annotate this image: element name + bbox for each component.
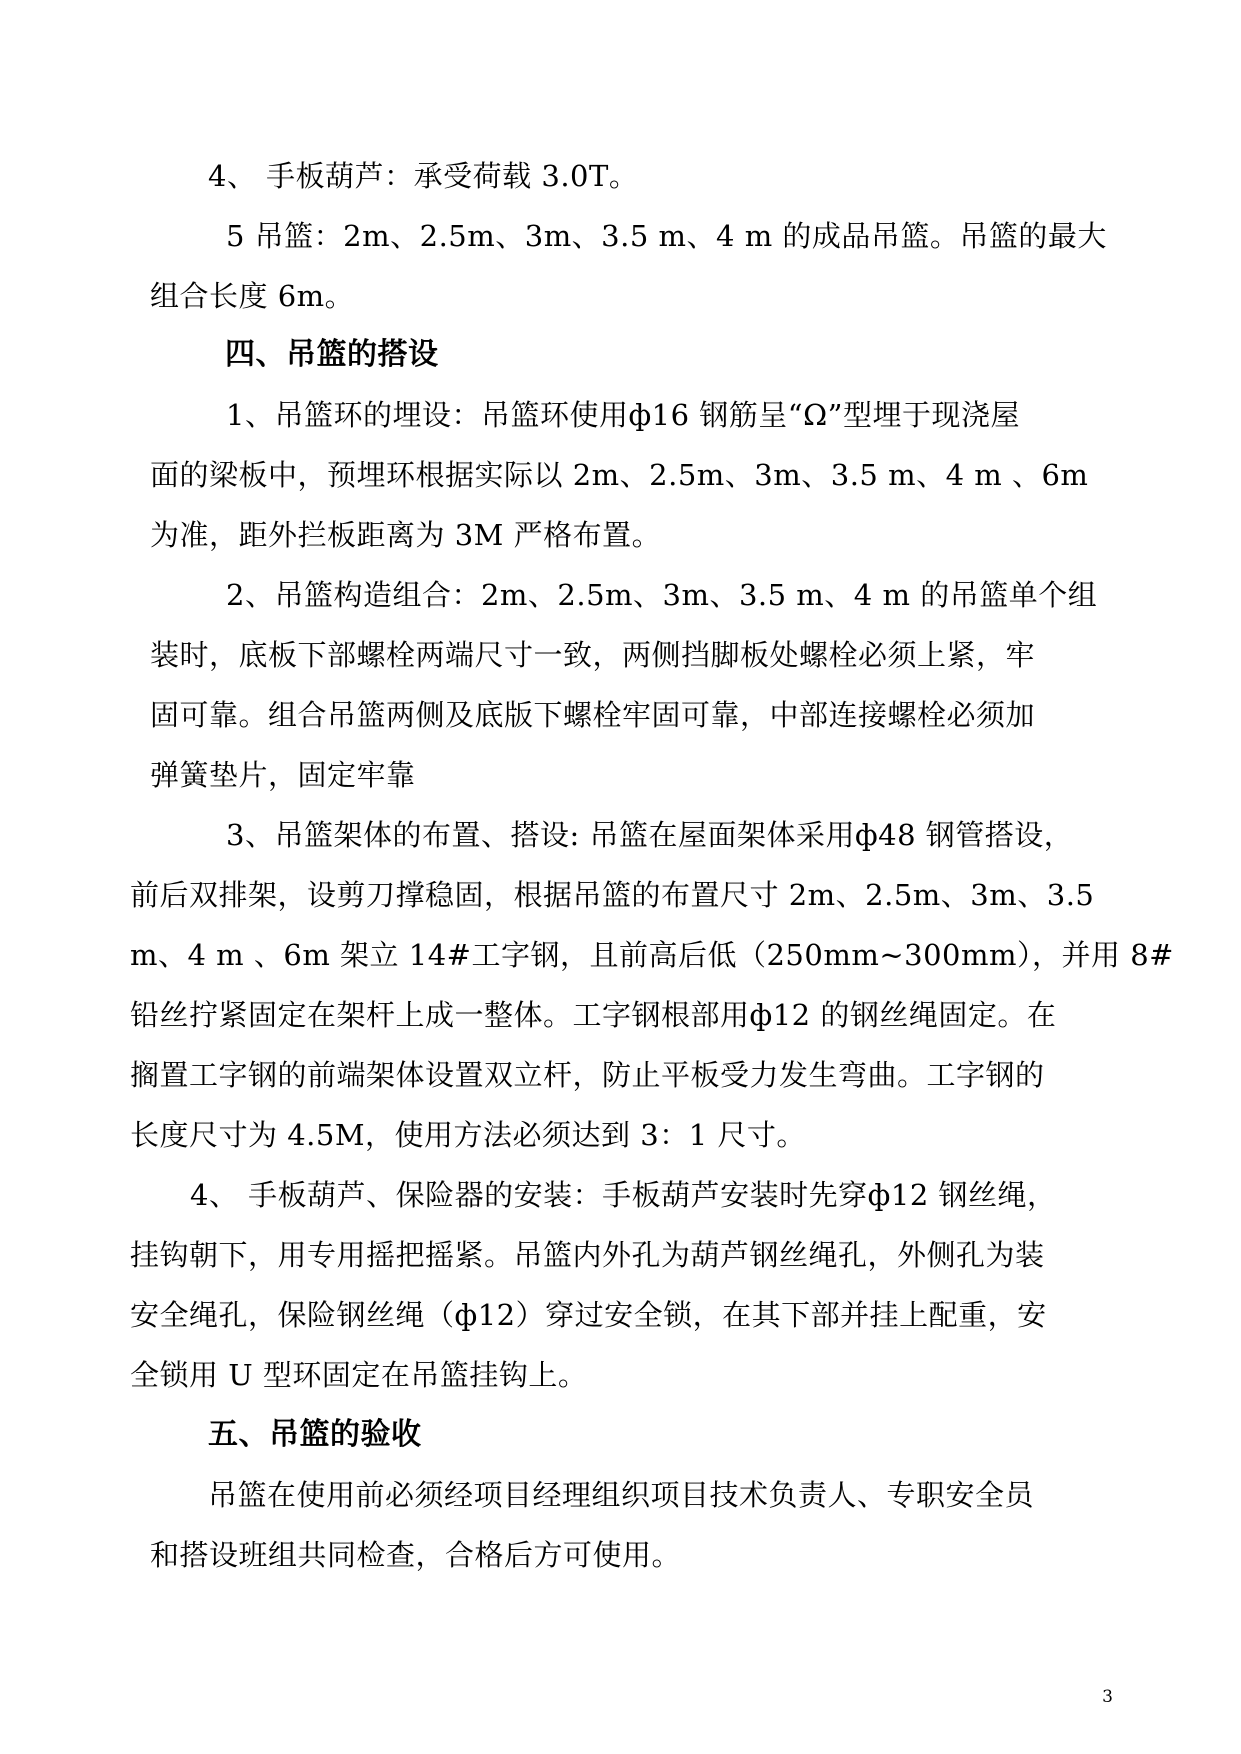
text-line-15: 铅丝拧紧固定在架杆上成一整体。工字钢根部用ф12 的钢丝绳固定。在	[130, 998, 1057, 1032]
text-line-19: 挂钩朝下，用专用摇把摇紧。吊篮内外孔为葫芦钢丝绳孔，外侧孔为装	[130, 1238, 1045, 1272]
page-number: 3	[1102, 1687, 1113, 1707]
text-line-21: 全锁用 U 型环固定在吊篮挂钩上。	[130, 1358, 588, 1392]
text-line-9: 装时，底板下部螺栓两端尺寸一致，两侧挡脚板处螺栓必须上紧，牢	[150, 638, 1036, 672]
text-line-14: m、4 m 、6m 架立 14#工字钢，且前高后低（250mm~300mm），并用 8#	[130, 938, 1174, 972]
text-line-6: 面的梁板中，预埋环根据实际以 2m、2.5m、3m、3.5 m、4 m 、6m	[150, 458, 1089, 492]
text-line-5: 1、吊篮环的埋设：吊篮环使用ф16 钢筋呈“Ω”型埋于现浇屋	[226, 398, 1020, 432]
text-line-18: 4、 手板葫芦、保险器的安装：手板葫芦安装时先穿ф12 钢丝绳，	[190, 1178, 1057, 1212]
text-line-8: 2、吊篮构造组合：2m、2.5m、3m、3.5 m、4 m 的吊篮单个组	[226, 578, 1098, 612]
text-line-20: 安全绳孔，保险钢丝绳（ф12）穿过安全锁，在其下部并挂上配重，安	[130, 1298, 1047, 1332]
section-heading-5: 五、吊篮的验收	[208, 1417, 422, 1452]
text-line-11: 弹簧垫片，固定牢靠	[150, 758, 416, 792]
text-line-12: 3、吊篮架体的布置、搭设: 吊篮在屋面架体采用ф48 钢管搭设，	[226, 818, 1074, 852]
text-line-10: 固可靠。组合吊篮两侧及底版下螺栓牢固可靠，中部连接螺栓必须加	[150, 698, 1036, 732]
text-line-3: 组合长度 6m。	[150, 279, 355, 313]
section-heading-4: 四、吊篮的搭设	[225, 337, 439, 372]
text-line-13: 前后双排架，设剪刀撑稳固，根据吊篮的布置尺寸 2m、2.5m、3m、3.5	[130, 878, 1095, 912]
text-line-16: 搁置工字钢的前端架体设置双立杆，防止平板受力发生弯曲。工字钢的	[130, 1058, 1045, 1092]
text-line-17: 长度尺寸为 4.5M，使用方法必须达到 3：1 尺寸。	[130, 1118, 806, 1152]
text-line-7: 为准，距外拦板距离为 3M 严格布置。	[150, 518, 662, 552]
text-line-2: 5 吊篮：2m、2.5m、3m、3.5 m、4 m 的成品吊篮。吊篮的最大	[226, 219, 1107, 253]
text-line-1: 4、 手板葫芦：承受荷载 3.0T。	[208, 159, 639, 193]
text-line-23: 吊篮在使用前必须经项目经理组织项目技术负责人、专职安全员	[208, 1478, 1035, 1512]
text-line-24: 和搭设班组共同检查，合格后方可使用。	[150, 1538, 682, 1572]
